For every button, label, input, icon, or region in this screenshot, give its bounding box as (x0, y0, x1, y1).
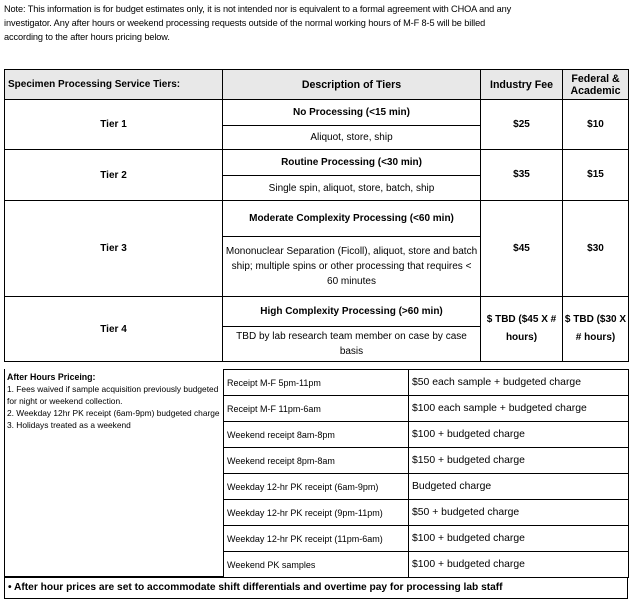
tier-name: Tier 4 (5, 297, 223, 362)
after-hours-row (224, 422, 629, 448)
after-hours-value: $100 each sample + budgeted charge (409, 396, 629, 422)
tier-name: Tier 1 (5, 100, 223, 150)
note-line: according to the after hours pricing below. (4, 32, 170, 42)
tier-title: High Complexity Processing (>60 min) (223, 297, 481, 327)
after-hours-label: Receipt M-F 5pm-11pm (224, 370, 409, 396)
after-hours-value: $100 + budgeted charge (409, 422, 629, 448)
after-hours-row (224, 552, 629, 578)
federal-fee: $15 (563, 150, 629, 201)
header-industry-fee: Industry Fee (481, 70, 563, 100)
note-line: investigator. Any after hours or weekend processing requests outside of the normal working hours of M-F 8-5 will be billed (4, 18, 486, 28)
tier-detail: Mononuclear Separation (Ficoll), aliquot, store and batch ship; multiple spins or other processing that requires < 60 minutes (223, 237, 481, 297)
after-hours-label: Weekday 12-hr PK receipt (9pm-11pm) (224, 500, 409, 526)
header-description: Description of Tiers (223, 70, 481, 100)
federal-fee: $10 (563, 100, 629, 150)
tier-title: Routine Processing (<30 min) (223, 150, 481, 176)
after-hours-row (224, 370, 629, 396)
after-hours-row (224, 396, 629, 422)
after-hours-value: $100 + budgeted charge (409, 552, 629, 578)
after-hours-row (224, 474, 629, 500)
industry-fee: $45 (481, 201, 563, 297)
federal-fee: $ TBD ($30 X # hours) (563, 297, 629, 362)
tier-name: Tier 3 (5, 201, 223, 297)
after-hours-label: Receipt M-F 11pm-6am (224, 396, 409, 422)
tier-detail: TBD by lab research team member on case by case basis (223, 327, 481, 362)
after-hours-label: Weekend PK samples (224, 552, 409, 578)
tier-detail: Single spin, aliquot, store, batch, ship (223, 176, 481, 201)
tier-row (5, 100, 629, 126)
after-hours-note: 2. Weekday 12hr PK receipt (6am-9pm) budgeted charge (7, 408, 220, 418)
industry-fee: $ TBD ($45 X # hours) (481, 297, 563, 362)
tier-title: Moderate Complexity Processing (<60 min) (223, 201, 481, 237)
after-hours-pricing-table (223, 369, 629, 578)
industry-fee: $25 (481, 100, 563, 150)
tier-row (5, 297, 629, 327)
after-hours-label: Weekend receipt 8pm-8am (224, 448, 409, 474)
after-hours-notes (4, 369, 223, 577)
after-hours-row (224, 448, 629, 474)
after-hours-value: Budgeted charge (409, 474, 629, 500)
after-hours-note: 1. Fees waived if sample acquisition previously budgeted for night or weekend collection. (7, 384, 219, 406)
after-hours-title: After Hours Priceing: (7, 372, 96, 382)
tier-pricing-table (4, 69, 629, 362)
tier-detail: Aliquot, store, ship (223, 126, 481, 150)
table-header-row (5, 70, 629, 100)
tier-title: No Processing (<15 min) (223, 100, 481, 126)
after-hours-row (224, 500, 629, 526)
federal-fee: $30 (563, 201, 629, 297)
after-hours-value: $100 + budgeted charge (409, 526, 629, 552)
after-hours-value: $150 + budgeted charge (409, 448, 629, 474)
after-hours-value: $50 + budgeted charge (409, 500, 629, 526)
tier-row (5, 150, 629, 176)
header-service-tiers: Specimen Processing Service Tiers: (5, 70, 223, 100)
budget-note (4, 2, 628, 52)
after-hours-row (224, 526, 629, 552)
tier-row (5, 201, 629, 237)
header-federal-academic: Federal & Academic (563, 70, 629, 100)
after-hours-label: Weekend receipt 8am-8pm (224, 422, 409, 448)
after-hours-value: $50 each sample + budgeted charge (409, 370, 629, 396)
tier-name: Tier 2 (5, 150, 223, 201)
note-line: Note: This information is for budget estimates only, it is not intended nor is equivalent to a formal agreement with CHOA and any (4, 4, 512, 14)
after-hours-label: Weekday 12-hr PK receipt (11pm-6am) (224, 526, 409, 552)
after-hours-label: Weekday 12-hr PK receipt (6am-9pm) (224, 474, 409, 500)
after-hours-note: 3. Holidays treated as a weekend (7, 420, 131, 430)
footer-note: • After hour prices are set to accommodate shift differentials and overtime pay for processing lab staff (4, 577, 628, 599)
industry-fee: $35 (481, 150, 563, 201)
